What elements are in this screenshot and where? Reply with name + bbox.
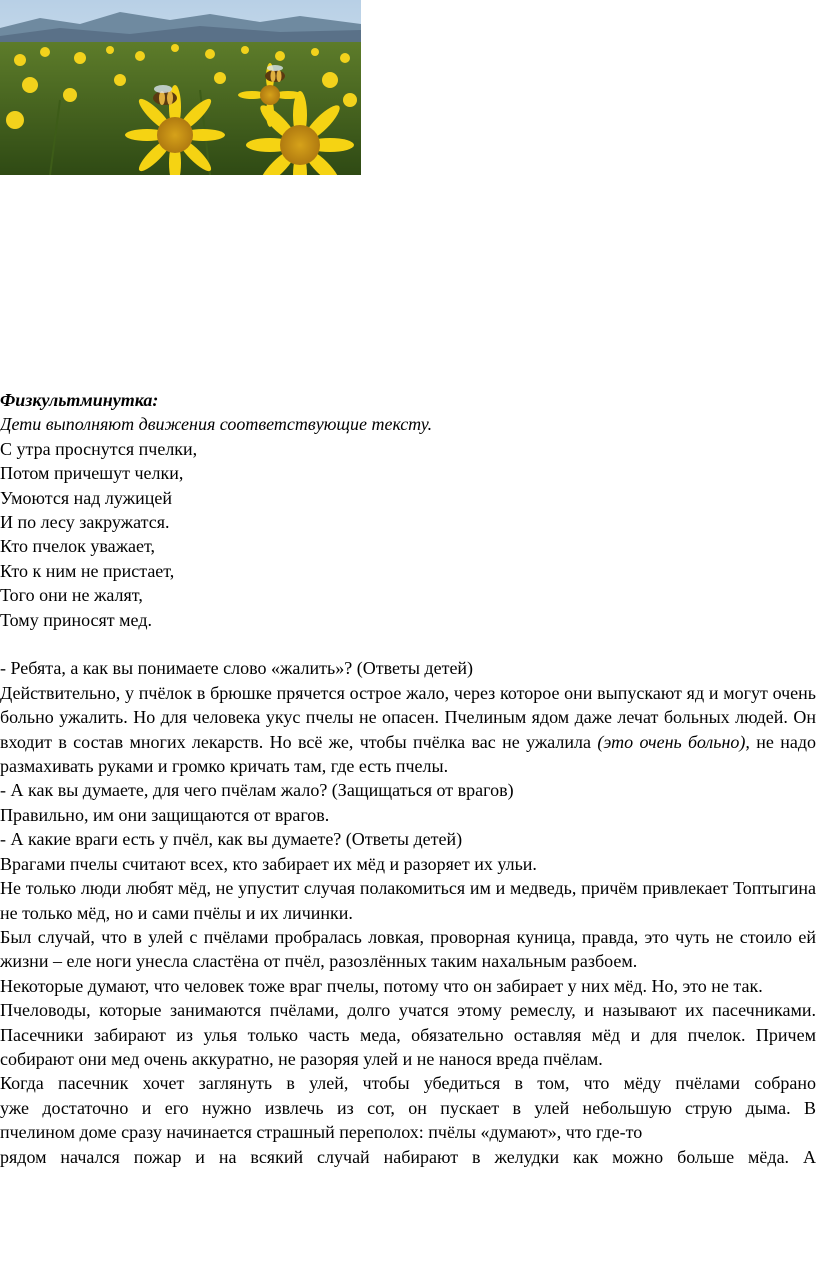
poem-line: Тому приносят мед. [0, 609, 152, 630]
instruction-text: Дети выполняют движения соответствующие тексту. [0, 414, 433, 435]
poem-line: Потом причешут челки, [0, 463, 184, 484]
paragraph-line: Когда пасечник хочет заглянуть в улей, чтобы убедиться в том, что мёду пчёлами собрано [0, 1073, 816, 1094]
paragraph: Врагами пчелы считают всех, кто забирает их мёд и разоряет их ульи. [0, 853, 537, 874]
question-line: - Ребята, а как вы понимаете слово «жалить»? (Ответы детей) [0, 658, 474, 679]
question-line: - А как вы думаете, для чего пчёлам жало? (Защищаться от врагов) [0, 780, 514, 801]
poem-line: Кто к ним не пристает, [0, 560, 175, 581]
poem-line: И по лесу закружатся. [0, 512, 170, 533]
paragraph: Пчеловоды, которые занимаются пчёлами, долго учатся этому ремеслу, и называют их пасечниками. Пасечники забирают из улья только часть меда, обязательно оставляя мёд и для пчелок. Причем собирают они мед очень аккуратно, не разоряя улей и не нанося вреда пчёлам. [0, 1000, 816, 1069]
paragraph-text: Действительно, у пчёлок в брюшке прячется острое жало, через которое они выпускают яд и могут очень больно ужалить. Но для человека укус пчелы не опасен. Пчелиным ядом даже лечат больных людей. Он входит в состав многих лекарств. Но всё же, чтобы пчёлка вас не ужалила [0, 682, 816, 752]
paragraph-italic-note: (это очень больно), [597, 731, 750, 752]
bees-flowers-photo [0, 0, 361, 175]
paragraph [0, 681, 816, 779]
question-line: - А какие враги есть у пчёл, как вы думаете? (Ответы детей) [0, 829, 463, 850]
paragraph-line: уже достаточно и его нужно извлечь из сот, он пускает в улей небольшую струю дыма. В [0, 1097, 816, 1118]
answer-line: Правильно, им они защищаются от врагов. [0, 804, 330, 825]
section-heading: Физкультминутка: [0, 390, 159, 410]
document-body [0, 388, 816, 1169]
paragraph: Некоторые думают, что человек тоже враг пчелы, потому что он забирает у них мёд. Но, это не так. [0, 975, 763, 996]
paragraph: Не только люди любят мёд, не упустит случая полакомиться им и медведь, причём привлекает Топтыгина не только мёд, но и сами пчёлы и их личинки. [0, 878, 816, 923]
paragraph-line: рядом начался пожар и на всякий случай набирают в желудки как можно больше мёда. А [0, 1146, 816, 1167]
paragraph-text: не надо размахивать руками и громко кричать там, где есть пчелы. [0, 731, 816, 777]
paragraph: Был случай, что в улей с пчёлами пробралась ловкая, проворная куница, правда, это чуть не стоило ей жизни – еле ноги унесла сластёна от пчёл, разозлённых таким нахальным разбоем. [0, 926, 816, 972]
poem-line: С утра проснутся пчелки, [0, 438, 198, 459]
poem-line: Умоются над лужицей [0, 487, 172, 508]
poem-line: Кто пчелок уважает, [0, 536, 156, 557]
poem-line: Того они не жалят, [0, 585, 143, 606]
paragraph-line: пчелином доме сразу начинается страшный переполох: пчёлы «думают», что где-то [0, 1122, 643, 1143]
spacer [0, 632, 816, 656]
